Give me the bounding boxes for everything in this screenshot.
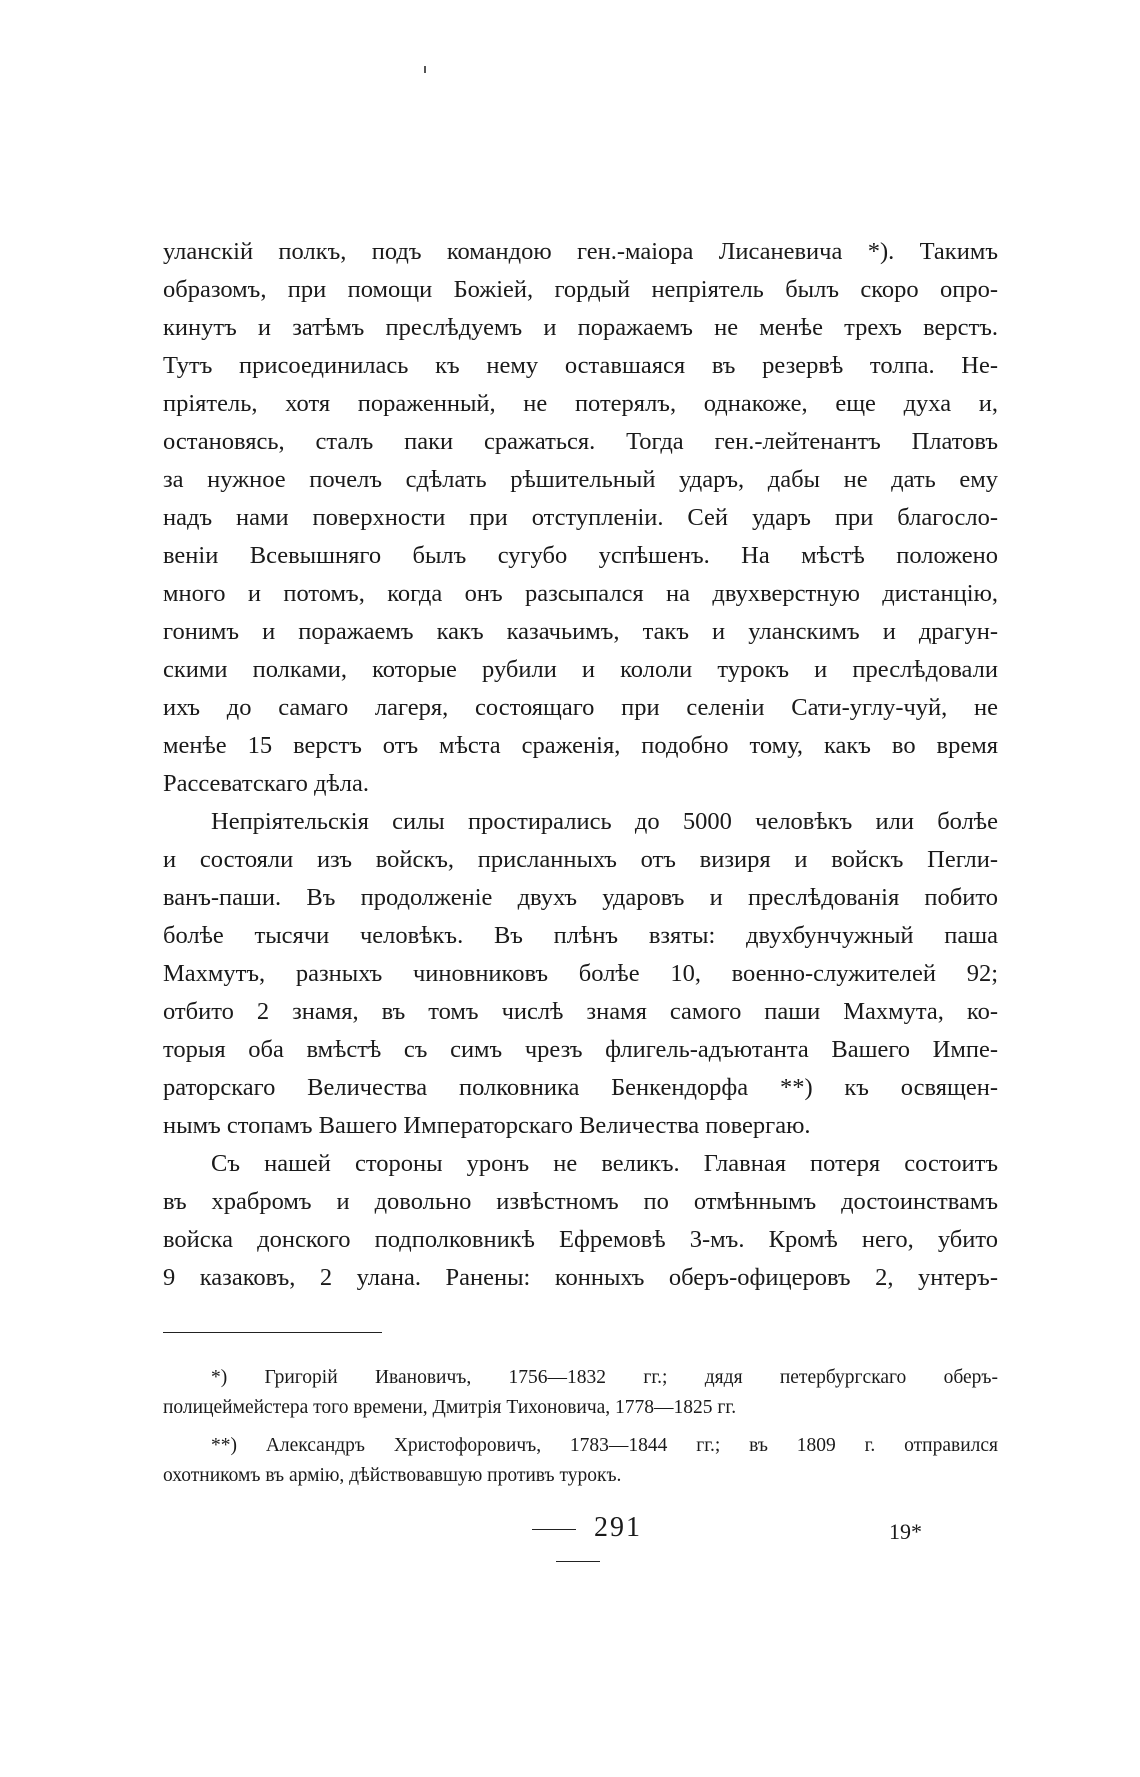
text-line: въ храбромъ и довольно извѣстномъ по отмѣннымъ достоинствамъ	[163, 1188, 998, 1215]
text-line: много и потомъ, когда онъ разсыпался на двухверстную дистанцію,	[163, 580, 998, 607]
footnote-divider	[163, 1332, 382, 1333]
text-line: войска донского подполковникѣ Ефремовѣ 3-мъ. Кромѣ него, убито	[163, 1226, 998, 1253]
text-line: уланскій полкъ, подъ командою ген.-маіора Лисаневича *). Такимъ	[163, 238, 998, 265]
footnote-line: охотникомъ въ армію, дѣйствовавшую противъ турокъ.	[163, 1465, 622, 1486]
text-line: Непріятельскія силы простирались до 5000 человѣкъ или болѣе	[211, 808, 998, 835]
page-number-dash-right	[556, 1561, 600, 1562]
text-line: отбито 2 знамя, въ томъ числѣ знамя самого паши Махмута, ко-	[163, 998, 998, 1025]
text-line: Съ нашей стороны уронъ не великъ. Главная потеря состоитъ	[211, 1150, 998, 1177]
page-number-dash-left	[532, 1529, 576, 1530]
text-line: за нужное почелъ сдѣлать рѣшительный ударъ, дабы не дать ему	[163, 466, 998, 493]
main-text	[163, 233, 998, 1297]
footnote-line: *) Григорій Ивановичъ, 1756—1832 гг.; дядя петербургскаго оберъ-	[211, 1367, 998, 1388]
text-line: 9 казаковъ, 2 улана. Ранены: конныхъ оберъ-офицеровъ 2, унтеръ-	[163, 1264, 998, 1291]
text-line: ихъ до самаго лагеря, состоящаго при селеніи Сати-углу-чуй, не	[163, 694, 998, 721]
signature-mark: 19*	[889, 1519, 922, 1544]
text-line: скими полками, которые рубили и кололи турокъ и преслѣдовали	[163, 656, 998, 683]
text-line: и состояли изъ войскъ, присланныхъ отъ визиря и войскъ Пегли-	[163, 846, 998, 873]
text-line: торыя оба вмѣстѣ съ симъ чрезъ флигель-адъютанта Вашего Импе-	[163, 1036, 998, 1063]
text-line: кинутъ и затѣмъ преслѣдуемъ и поражаемъ не менѣе трехъ верстъ.	[163, 314, 998, 341]
text-line: раторскаго Величества полковника Бенкендорфа **) къ освящен-	[163, 1074, 998, 1101]
text-line: образомъ, при помощи Божіей, гордый непріятель былъ скоро опро-	[163, 276, 998, 303]
text-line: Рассеватскаго дѣла.	[163, 770, 370, 797]
page-number	[488, 1512, 668, 1576]
text-line: гонимъ и поражаемъ какъ казачьимъ, такъ и уланскимъ и драгун-	[163, 618, 998, 645]
text-line: ванъ-паши. Въ продолженіе двухъ ударовъ и преслѣдованія побито	[163, 884, 998, 911]
page-number-value: 291	[594, 1512, 642, 1543]
text-line: надъ нами поверхности при отступленіи. Сей ударъ при благосло-	[163, 504, 998, 531]
text-line: нымъ стопамъ Вашего Императорскаго Величества повергаю.	[163, 1112, 811, 1139]
text-line: менѣе 15 верстъ отъ мѣста сраженія, подобно тому, какъ во время	[163, 732, 998, 759]
text-line: Тутъ присоединилась къ нему оставшаяся въ резервѣ толпа. Не-	[163, 352, 998, 379]
text-line: пріятель, хотя пораженный, не потерялъ, однакоже, еще духа и,	[163, 390, 998, 417]
footnote-line: полицеймейстера того времени, Дмитрія Тихоновича, 1778—1825 гг.	[163, 1397, 737, 1418]
print-speck	[424, 66, 426, 73]
text-line: остановясь, сталъ паки сражаться. Тогда ген.-лейтенантъ Платовъ	[163, 428, 998, 455]
text-line: веніи Всевышняго былъ сугубо успѣшенъ. На мѣстѣ положено	[163, 542, 998, 569]
text-line: болѣе тысячи человѣкъ. Въ плѣнъ взяты: двухбунчужный паша	[163, 922, 998, 949]
text-line: Махмутъ, разныхъ чиновниковъ болѣе 10, военно-служителей 92;	[163, 960, 998, 987]
footnotes	[163, 1363, 998, 1491]
footnote-line: **) Александръ Христофоровичъ, 1783—1844 гг.; въ 1809 г. отправился	[211, 1435, 998, 1456]
